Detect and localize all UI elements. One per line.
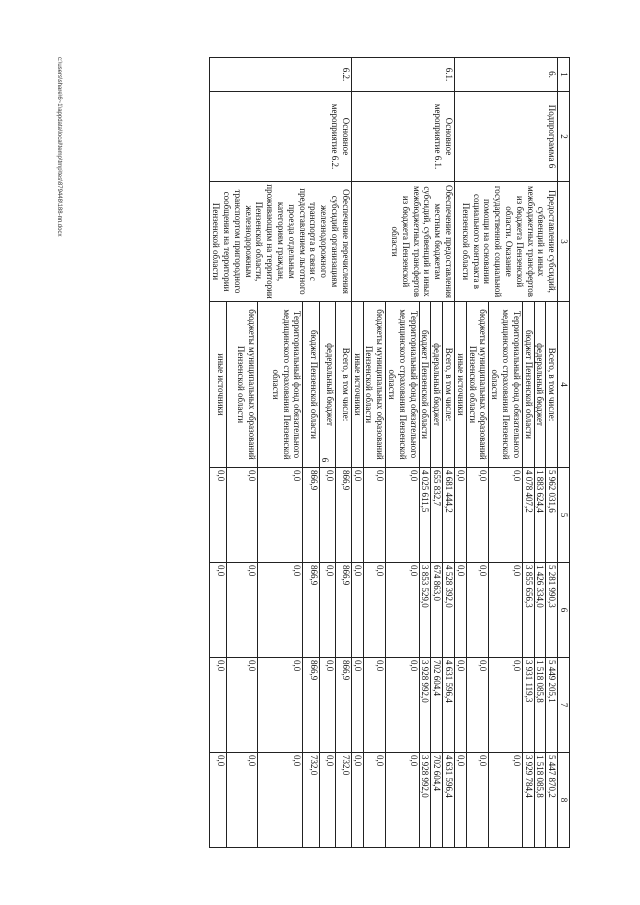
amount-col7: 5 449 205,1	[546, 658, 558, 753]
amount-col6: 0,0	[466, 563, 489, 658]
amount-col7: 4 631 596,4	[443, 658, 455, 753]
program-name: Подпрограмма 6	[455, 92, 558, 182]
funding-source-label: бюджет Пензенской области	[522, 302, 534, 468]
column-number: 5	[558, 468, 570, 563]
amount-col7: 3 928 992,0	[419, 658, 431, 753]
column-number: 6	[558, 563, 570, 658]
amount-col6: 866,9	[335, 563, 351, 658]
funding-source-label: бюджеты муниципальных образований Пензенской области	[466, 302, 489, 468]
amount-col8: 0,0	[386, 753, 419, 848]
amount-col7: 866,9	[335, 658, 351, 753]
amount-col6: 674 863,0	[431, 563, 443, 658]
amount-col7: 0,0	[210, 658, 226, 753]
amount-col8: 3 929 784,4	[522, 753, 534, 848]
amount-col6: 4 528 392,0	[443, 563, 455, 658]
amount-col7: 0,0	[489, 658, 522, 753]
column-number: 1	[558, 58, 570, 92]
amount-col5: 4 025 611,5	[419, 468, 431, 563]
amount-col7: 866,9	[303, 658, 319, 753]
amount-col7: 0,0	[386, 658, 419, 753]
amount-col6: 866,9	[303, 563, 319, 658]
amount-col5: 1 883 624,4	[534, 468, 546, 563]
amount-col6: 0,0	[455, 563, 467, 658]
amount-col7: 0,0	[455, 658, 467, 753]
amount-col6: 0,0	[363, 563, 386, 658]
program-name: Основное мероприятие 6.1.	[351, 92, 454, 182]
row-number: 6.2.	[210, 58, 351, 92]
funding-source-label: федеральный бюджет	[431, 302, 443, 468]
funding-source-label: Всего, в том числе:	[443, 302, 455, 468]
amount-col5: 0,0	[226, 468, 257, 563]
amount-col5: 0,0	[455, 468, 467, 563]
amount-col5: 866,9	[335, 468, 351, 563]
funding-source-label: Всего, в том числе:	[335, 302, 351, 468]
program-description: Обеспечение перечисления субсидий организациям железнодорожного транспорта в связи с предоставлением льготного проезда отдельным категориям граждан, проживающим на территории Пензенской области, железнодорожным транспортом пригородного сообщения на территории Пензенской области	[210, 182, 351, 302]
amount-col5: 0,0	[363, 468, 386, 563]
amount-col5: 0,0	[466, 468, 489, 563]
amount-col6: 3 855 656,3	[522, 563, 534, 658]
amount-col5: 0,0	[210, 468, 226, 563]
amount-col7: 1 518 085,8	[534, 658, 546, 753]
amount-col6: 0,0	[210, 563, 226, 658]
amount-col5: 0,0	[351, 468, 363, 563]
amount-col8: 0,0	[210, 753, 226, 848]
amount-col7: 0,0	[226, 658, 257, 753]
amount-col8: 0,0	[489, 753, 522, 848]
amount-col7: 0,0	[319, 658, 335, 753]
amount-col7: 0,0	[351, 658, 363, 753]
amount-col5: 4 681 444,2	[443, 468, 455, 563]
column-number-row	[558, 58, 570, 848]
funding-source-label: бюджет Пензенской области	[303, 302, 319, 468]
amount-col7: 0,0	[363, 658, 386, 753]
amount-col6: 5 281 990,3	[546, 563, 558, 658]
amount-col8: 3 928 992,0	[419, 753, 431, 848]
amount-col8: 0,0	[226, 753, 257, 848]
column-number: 7	[558, 658, 570, 753]
amount-col6: 0,0	[319, 563, 335, 658]
table-row	[546, 58, 558, 848]
amount-col6: 0,0	[351, 563, 363, 658]
amount-col8: 0,0	[257, 753, 303, 848]
amount-col6: 1 426 334,0	[534, 563, 546, 658]
column-number: 2	[558, 92, 570, 182]
amount-col8: 4 631 596,4	[443, 753, 455, 848]
amount-col6: 0,0	[386, 563, 419, 658]
amount-col5: 5 962 031,6	[546, 468, 558, 563]
funding-source-label: федеральный бюджет	[319, 302, 335, 468]
amount-col7: 702 604,4	[431, 658, 443, 753]
page-number: 6	[320, 457, 330, 463]
budget-table-body	[210, 58, 570, 848]
funding-source-label: иные источники	[455, 302, 467, 468]
funding-source-label: бюджет Пензенской области	[419, 302, 431, 468]
column-number: 4	[558, 302, 570, 468]
funding-source-label: бюджеты муниципальных образований Пензенской области	[363, 302, 386, 468]
amount-col8: 0,0	[351, 753, 363, 848]
file-path: c:\users\share\6~1\appdata\local\temp\tmp\tes\879448\188-пп.docx	[56, 57, 62, 237]
amount-col5: 4 078 407,2	[522, 468, 534, 563]
funding-source-label: Территориальный фонд обязательного медицинского страхования Пензенской области	[489, 302, 522, 468]
amount-col7: 3 931 119,3	[522, 658, 534, 753]
amount-col7: 0,0	[466, 658, 489, 753]
funding-source-label: иные источники	[351, 302, 363, 468]
amount-col8: 0,0	[466, 753, 489, 848]
funding-source-label: Всего, в том числе:	[546, 302, 558, 468]
table-row	[443, 58, 455, 848]
column-number: 8	[558, 753, 570, 848]
amount-col5: 0,0	[257, 468, 303, 563]
program-description: Обеспечение предоставления местным бюджетам субсидий, субвенций и иных межбюджетных трансфертов из бюджета Пензенской области	[351, 182, 454, 302]
amount-col5: 866,9	[303, 468, 319, 563]
amount-col7: 0,0	[257, 658, 303, 753]
amount-col8: 732,0	[335, 753, 351, 848]
amount-col8: 0,0	[363, 753, 386, 848]
amount-col5: 0,0	[386, 468, 419, 563]
program-description: Предоставление субсидий, субвенций и иных межбюджетных трансфертов из бюджета Пензенской области. Оказание государственной социальной помощи на основании социального контракта в Пензенской области	[455, 182, 558, 302]
funding-source-label: Территориальный фонд обязательного медицинского страхования Пензенской области	[257, 302, 303, 468]
amount-col5: 655 832,7	[431, 468, 443, 563]
amount-col8: 0,0	[455, 753, 467, 848]
funding-source-label: иные источники	[210, 302, 226, 468]
row-number: 6.1.	[351, 58, 454, 92]
column-number: 3	[558, 182, 570, 302]
amount-col6: 0,0	[226, 563, 257, 658]
amount-col8: 1 518 085,8	[534, 753, 546, 848]
amount-col6: 0,0	[257, 563, 303, 658]
funding-source-label: федеральный бюджет	[534, 302, 546, 468]
funding-source-label: Территориальный фонд обязательного медицинского страхования Пензенской области	[386, 302, 419, 468]
table-row	[335, 58, 351, 848]
amount-col8: 732,0	[303, 753, 319, 848]
amount-col5: 0,0	[319, 468, 335, 563]
program-name: Основное мероприятие 6.2.	[210, 92, 351, 182]
amount-col6: 3 853 529,0	[419, 563, 431, 658]
budget-table	[210, 57, 571, 848]
amount-col8: 5 447 870,2	[546, 753, 558, 848]
amount-col5: 0,0	[489, 468, 522, 563]
row-number: 6.	[455, 58, 558, 92]
amount-col6: 0,0	[489, 563, 522, 658]
amount-col8: 702 604,4	[431, 753, 443, 848]
amount-col8: 0,0	[319, 753, 335, 848]
funding-source-label: бюджеты муниципальных образований Пензенской области	[226, 302, 257, 468]
rotated-page	[56, 57, 570, 847]
